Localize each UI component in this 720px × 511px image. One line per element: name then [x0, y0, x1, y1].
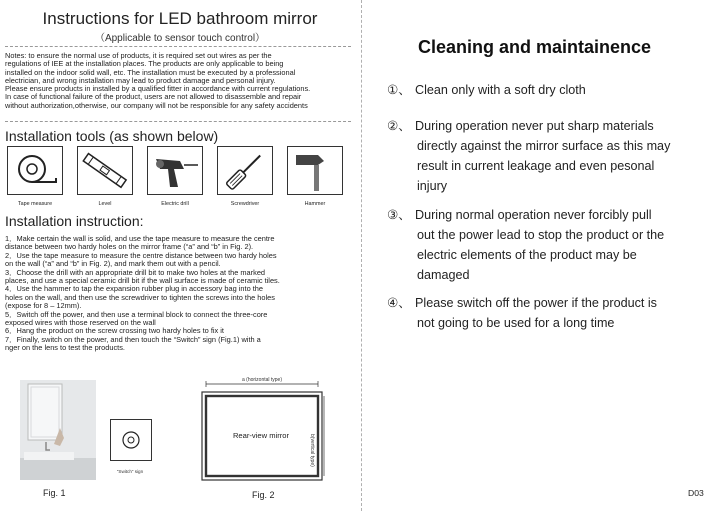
fig1-caption: Fig. 1: [43, 488, 66, 498]
item-line: damaged: [417, 268, 470, 282]
step-line: exposed wires with those reserved on the wall: [5, 318, 156, 328]
switch-sign-icon: [110, 419, 152, 461]
item-number: ③、: [387, 208, 411, 222]
item-line: directly against the mirror surface as this may: [417, 139, 671, 153]
tool-label: Tape measure: [17, 201, 53, 207]
item-line: injury: [417, 179, 448, 193]
notes-line: regulations of IEE at the installation places. The products are only applicable to being: [5, 59, 284, 69]
page-code: D03: [688, 488, 704, 498]
instruction-heading: Installation instruction:: [5, 213, 144, 229]
notes-line: without authorization,otherwise, our company will not be responsible for any safety accidents: [5, 100, 308, 110]
step-line: holes on the wall, and then use the screwdriver to tighten the screws into the holes: [5, 292, 275, 302]
notes-block: [5, 52, 355, 110]
item-number: ②、: [387, 119, 411, 133]
fig1-mirror-photo: [20, 380, 96, 480]
notes-line: installed on the indoor solid wall, etc. The installation must be executed by a professional: [5, 67, 296, 77]
item-number: ①、: [387, 83, 411, 97]
item-line: electric elements of the product may be: [417, 248, 637, 262]
tool-level: [77, 146, 133, 207]
step-line: on the wall (“a” and “b” in Fig. 2), and mark them out with a pencil.: [5, 259, 221, 269]
step-line: (expose for 8 – 12mm).: [5, 301, 82, 311]
item-line: out the power lead to stop the product or the: [417, 228, 665, 242]
horizontal-type-label: a (horizontal type): [241, 377, 283, 383]
item-line: During normal operation never forcibly pull: [415, 208, 652, 222]
tape-measure-icon: [7, 146, 63, 195]
page-title: Instructions for LED bathroom mirror: [42, 9, 318, 28]
cleaning-item-3: [387, 205, 707, 285]
step-line: 3．Choose the drill with an appropriate drill bit to make two holes at the marked: [5, 267, 266, 277]
level-icon: [77, 146, 133, 195]
divider: [5, 46, 351, 47]
item-line: During operation never put sharp materials: [415, 119, 654, 133]
page-fold-divider: [361, 0, 362, 511]
screwdriver-icon: [217, 146, 273, 195]
step-line: distance between two hardy holes on the mirror frame (“a” and “b” in Fig. 2).: [5, 242, 254, 252]
tool-tape-measure: [7, 146, 63, 207]
tool-label: Level: [98, 201, 112, 207]
item-line: result in current leakage and even pesonal: [417, 159, 655, 173]
tool-label: Screwdriver: [230, 201, 260, 207]
divider: [5, 121, 351, 122]
tools-heading: Installation tools (as shown below): [5, 128, 219, 144]
item-line: not going to be used for a long time: [417, 316, 615, 330]
page-subtitle: （Applicable to sensor touch control）: [94, 33, 266, 44]
vertical-type-label: b(vertical type): [309, 434, 315, 467]
step-line: 5．Switch off the power, and then use a terminal block to connect the three-core: [5, 309, 268, 319]
step-line: places, and use a special ceramic drill bit if the wall surface is made of ceramic tiles.: [5, 276, 280, 286]
notes-line: Please ensure products in installed by a qualified fitter in accordance with current regulations.: [5, 84, 311, 94]
tool-hammer: [287, 146, 343, 207]
item-number: ④、: [387, 296, 411, 310]
step-line: 6．Hang the product on the screw crossing two hardy holes to fix it: [5, 326, 224, 336]
hammer-icon: [287, 146, 343, 195]
step-line: 2．Use the tape measure to measure the centre distance between two hardy holes: [5, 250, 277, 260]
cleaning-title: Cleaning and maintainence: [418, 37, 652, 57]
notes-line: In case of functional failure of the product, users are not allowed to disassemble and repair: [5, 92, 302, 102]
cleaning-item-4: [387, 293, 707, 333]
item-line: Please switch off the power if the product is: [415, 296, 657, 310]
step-line: nger on the lens to test the products.: [5, 343, 125, 353]
rear-view-label: Rear-view mirror: [232, 431, 290, 440]
fig2-caption: Fig. 2: [252, 490, 275, 500]
electric-drill-icon: [147, 146, 203, 195]
item-line: Clean only with a soft dry cloth: [415, 83, 586, 97]
cleaning-item-1: [387, 80, 707, 100]
tool-electric-drill: [147, 146, 203, 207]
tool-label: Hammer: [304, 201, 326, 207]
steps-block: [5, 235, 357, 353]
step-line: 7．Finally, switch on the power, and then touch the “Switch” sign (Fig.1) with a: [5, 334, 261, 344]
step-line: 4．Use the hammer to tap the expansion rubber plug in accessory bag into the: [5, 284, 264, 294]
notes-line: Notes: to ensure the normal use of products, it is required set out wires as per the: [5, 51, 272, 60]
switch-sign-label: “Switch” sign: [116, 469, 144, 474]
notes-line: electrician, and wrong installation may lead to product damage and personal injury.: [5, 75, 276, 85]
tools-row: [5, 146, 355, 214]
tool-screwdriver: [217, 146, 273, 207]
tool-label: Electric drill: [161, 201, 189, 207]
step-line: 1．Make certain the wall is solid, and use the tape measure to measure the centre: [5, 234, 275, 243]
cleaning-item-2: [387, 116, 707, 196]
